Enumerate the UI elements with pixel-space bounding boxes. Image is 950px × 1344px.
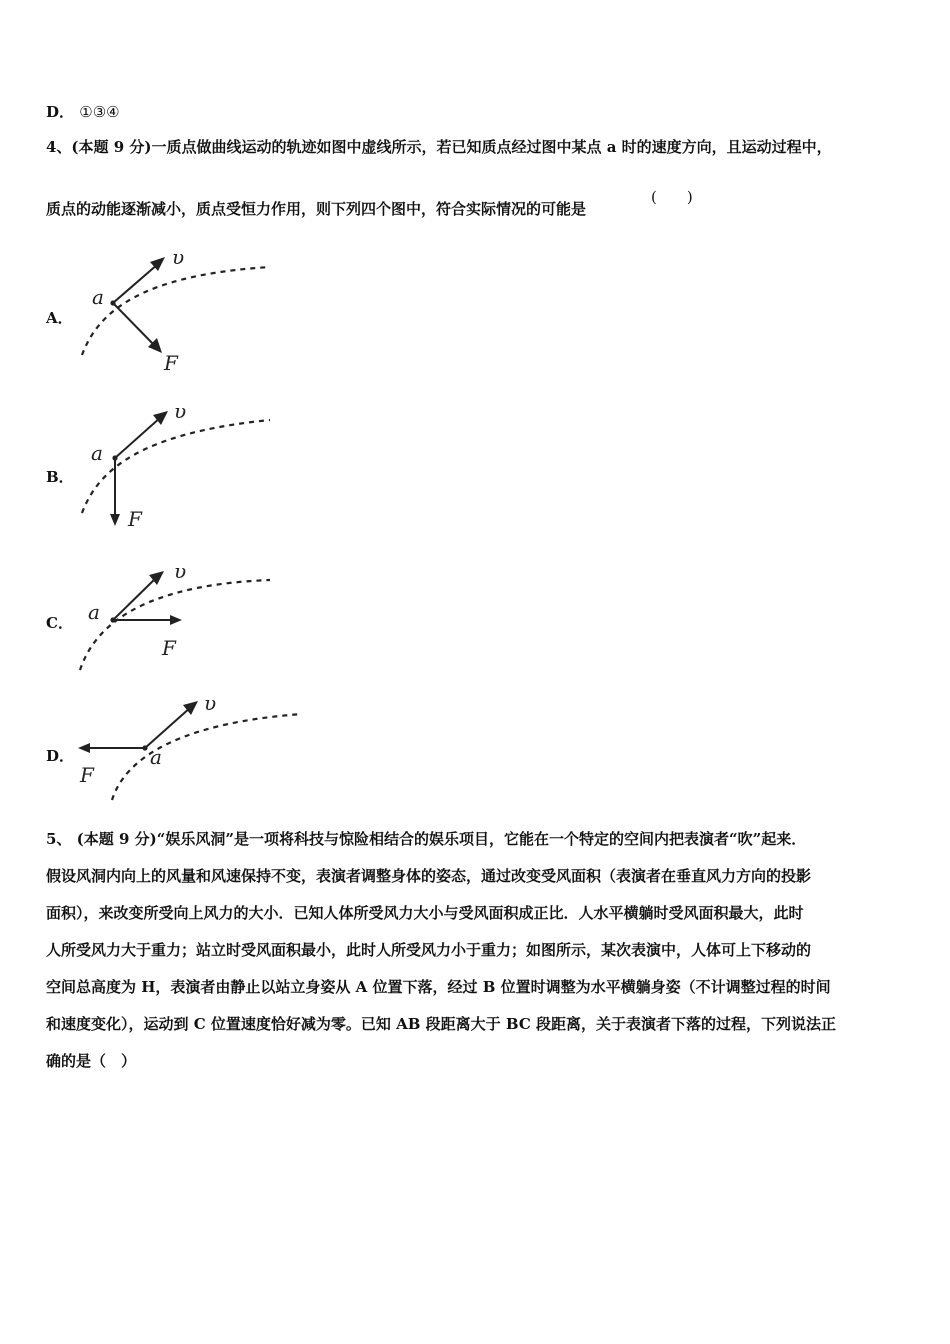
q5-stem-line-5: 空间总高度为 H，表演者由静止以站立身姿从 A 位置下落，经过 B 位置时调整为水平横躺身姿（不计调整过程的时间	[46, 978, 831, 996]
q4-stem-line-2: 质点的动能逐渐减小，质点受恒力作用，则下列四个图中，符合实际情况的可能是	[46, 200, 587, 218]
q4-option-b-diagram	[70, 398, 290, 538]
q4-option-c-diagram	[70, 560, 290, 675]
point-a-dot	[110, 300, 115, 305]
q5-stem-line-1: 5、 (本题 9 分)“娱乐风洞”是一项将科技与惊险相结合的娱乐项目，它能在一个特定的空间内把表演者“吹”起来．	[46, 830, 807, 848]
force-arrowhead	[78, 743, 90, 753]
trajectory-curve	[82, 420, 270, 513]
force-label: F	[80, 763, 94, 787]
prev-option-d-text: ①③④	[79, 103, 120, 121]
q4-option-d-label: D．	[46, 747, 75, 765]
q5-stem-line-2: 假设风洞内向上的风量和风速保持不变，表演者调整身体的姿态，通过改变受风面积（表演者在垂直风力方向的投影	[46, 867, 812, 885]
q4-answer-blank: ( )	[651, 188, 693, 206]
point-a-dot	[142, 745, 147, 750]
q4-option-c-label: C．	[46, 614, 73, 632]
prev-option-d-label: D．	[46, 103, 75, 121]
point-a-label: a	[88, 600, 100, 624]
prev-option-d	[46, 102, 120, 122]
point-a-dot	[110, 617, 115, 622]
q4-stem-line-1: 4、(本题 9 分)一质点做曲线运动的轨迹如图中虚线所示，若已知质点经过图中某点 a 时的速度方向，且运动过程中，	[46, 138, 832, 156]
force-arrowhead	[110, 514, 120, 526]
trajectory-curve	[112, 714, 302, 800]
q4-option-a-diagram	[70, 240, 290, 375]
force-arrowhead	[170, 615, 182, 625]
q5-stem-line-6: 和速度变化），运动到 C 位置速度恰好减为零。已知 AB 段距离大于 BC 段距离，关于表演者下落的过程，下列说法正	[46, 1015, 836, 1033]
velocity-arrow	[113, 577, 157, 620]
force-label: F	[162, 636, 176, 660]
point-a-label: a	[91, 441, 103, 465]
point-a-label: a	[92, 285, 104, 309]
point-a-label: a	[150, 745, 162, 769]
point-a-dot	[112, 455, 117, 460]
velocity-label: υ	[172, 245, 185, 269]
q5-stem-line-3: 面积），来改变所受向上风力的大小．已知人体所受风力大小与受风面积成正比．人水平横躺时受风面积最大，此时	[46, 904, 804, 922]
force-label: F	[128, 507, 142, 531]
q4-option-b-label: B．	[46, 468, 74, 486]
force-label: F	[164, 351, 178, 375]
velocity-label: υ	[174, 399, 187, 423]
q5-stem-line-7: 确的是（ ）	[46, 1052, 137, 1070]
velocity-label: υ	[174, 560, 187, 583]
trajectory-curve	[82, 267, 270, 355]
force-arrow	[113, 303, 155, 346]
velocity-label: υ	[204, 691, 217, 715]
q4-option-d-diagram	[70, 690, 310, 805]
q4-option-a-label: A．	[46, 309, 73, 327]
q5-stem-line-4: 人所受风力大于重力；站立时受风面积最小，此时人所受风力小于重力；如图所示，某次表演中，人体可上下移动的	[46, 941, 812, 959]
velocity-arrow	[145, 707, 191, 748]
